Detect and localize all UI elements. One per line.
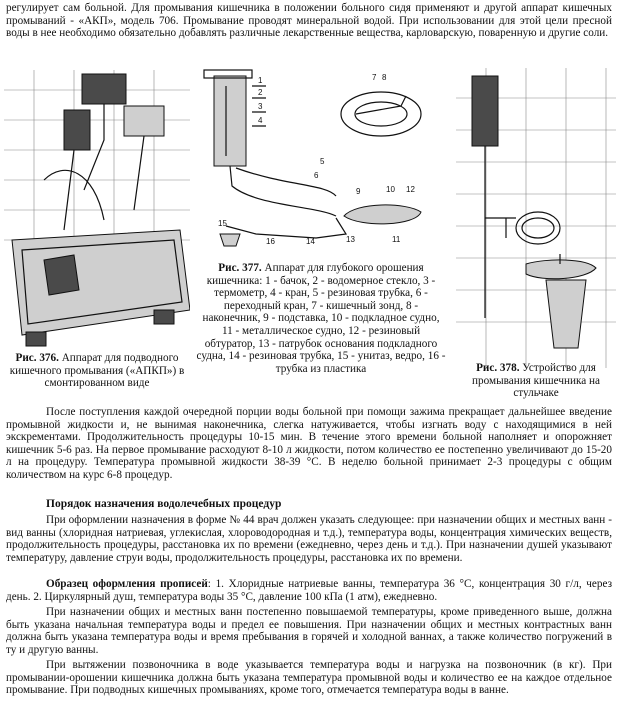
svg-text:8: 8 [382, 73, 387, 82]
figure-378-label: Рис. 378. [476, 362, 520, 374]
svg-text:11: 11 [392, 235, 401, 244]
svg-text:16: 16 [266, 237, 275, 246]
figure-377-caption-text: Аппарат для глубокого орошения кишечника: [206, 262, 424, 287]
svg-text:14: 14 [306, 237, 315, 246]
figure-376-label: Рис. 376. [15, 352, 59, 364]
figure-377-label: Рис. 377. [218, 262, 262, 274]
svg-text:12: 12 [406, 185, 415, 194]
sample-text: : 1. Хлоридные натриевые ванны, температура 36 °С, концентрация 30 г/л, через день. 2. Циркулярный душ, температура воды 35 °С, давление 100 кПа (1 атм), ежедневно. [6, 578, 612, 603]
figure-376-illustration [4, 70, 190, 350]
paragraph-spine: При вытяжении позвоночника в воде указывается температура воды и нагрузка на позвоночник (в кг). При промывании-орошении кишечника должна быть указана температура промывной воды и количество ее на каждое отдельное промывание. При подводных кишечных промываниях, кроме того, отмечается температура воды в ванне. [6, 659, 612, 697]
svg-text:3: 3 [258, 102, 263, 111]
svg-text:15: 15 [218, 219, 227, 228]
section-heading: Порядок назначения водолечебных процедур [46, 498, 282, 510]
svg-text:6: 6 [314, 171, 319, 180]
svg-text:7: 7 [372, 73, 377, 82]
figure-378-caption [456, 362, 616, 400]
svg-text:5: 5 [320, 157, 325, 166]
paragraph-sample [6, 578, 612, 603]
sample-label: Образец оформления прописей [46, 578, 208, 590]
figure-377-caption [196, 262, 446, 375]
svg-text:1: 1 [258, 76, 263, 85]
paragraph-procedure: После поступления каждой очередной порции воды больной при помощи зажима прекращает дальнейшее введение промывной жидкости и, не вынимая наконечника, слегка натуживается, чтобы изгнать воду с находящимися в ней экскрементами. Продолжительность процедуры 10-15 мин. В течение этого времени больной наполняет и опорожняет кишечник 5-6 раз. На первое промывание расходуют 8-10 л жидкости, потом количество ее постепенно увеличивают до 15-20 л на процедуру. Температура промывной жидкости 38-39 °С. В неделю больной принимает 2-3 процедуры с общим количеством на курс 6-8 процедур. [6, 406, 612, 481]
svg-text:2: 2 [258, 88, 263, 97]
figure-378-illustration [456, 68, 616, 368]
svg-text:13: 13 [346, 235, 355, 244]
paragraph-order: При оформлении назначения в форме № 44 врач должен указать следующее: при назначении общих и местных ванн - вид ванны (хлоридная натриевая, углекислая, хлороводородная и т.д.), температура воды, концентрация химических веществ, продолжительность процедуры, расстановка их по времени (ежедневно, через день и т.д.). При назначении душей указывают температуру, давление струи воды, продолжительность процедуры, расстановка их по времени. [6, 514, 612, 564]
svg-text:10: 10 [386, 185, 395, 194]
figure-377-illustration [196, 66, 446, 256]
figure-376-caption [4, 352, 190, 390]
intro-paragraph: регулирует сам больной. Для промывания кишечника в положении больного сидя применяют и другой аппарат кишечных промываний - «АКП», модель 706. Промывание проводят минеральной водой. При использовании для этой цели пресной воды в нее необходимо обязательно добавлять различные лекарственные вещества, карловарскую, поваренную и другие соли. [6, 2, 612, 40]
figure-377-legend: 1 - бачок, 2 - водомерное стекло, 3 - термометр, 4 - кран, 5 - резиновая трубка, 6 - переходный кран, 7 - кишечный зонд, 8 - наконечник, 9 - подставка, 10 - подкладное судно, 11 - металлическое судно, 12 - резиновый обтуратор, 13 - патрубок основания подкладного судна, 14 - резиновая трубка, 15 - унитаз, ведро, 16 - трубка из пластика [196, 274, 446, 375]
svg-text:9: 9 [356, 187, 361, 196]
figure-376-caption-text: Аппарат для подводного кишечного промывания («АПКП») в смонтированном виде [9, 352, 185, 390]
paragraph-baths: При назначении общих и местных ванн постепенно повышаемой температуры, кроме приведенного выше, должна быть указана начальная температура воды и предел ее повышения. При назначении общих и местных контрастных ванн должна быть указана температура воды и время пребывания в горячей и холодной ваннах, а также количество погружений в ту и другую ванны. [6, 606, 612, 656]
figure-378-caption-text: Устройство для промывания кишечника на стульчаке [472, 362, 600, 400]
svg-text:4: 4 [258, 116, 263, 125]
